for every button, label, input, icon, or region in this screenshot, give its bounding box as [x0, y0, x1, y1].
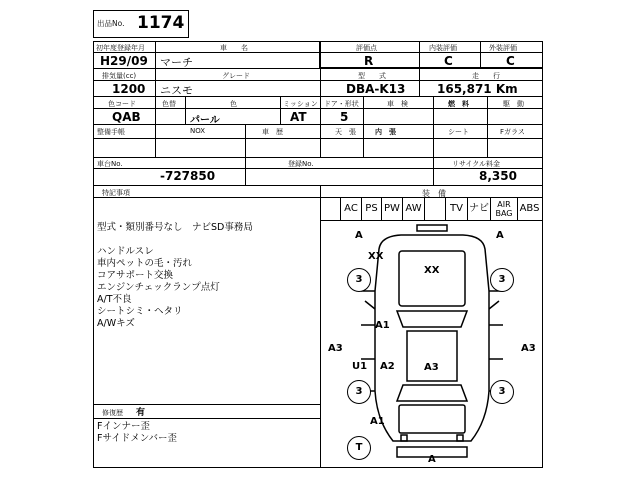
lot-number: 1174 [137, 13, 185, 33]
door-value: 5 [340, 110, 349, 124]
seat-label: シート [448, 128, 469, 136]
mileage-label: 走 行 [472, 72, 500, 80]
notes-title: 特記事項 [102, 189, 130, 197]
displacement-value: 1200 [112, 82, 146, 96]
damage-mark: A3 [424, 362, 439, 373]
drive-label: 駆 動 [503, 100, 524, 108]
grade-value: ニスモ [160, 84, 193, 97]
damage-mark: A [428, 454, 436, 465]
reg-year-value: H29/09 [100, 54, 148, 68]
damage-mark: XX [424, 265, 440, 276]
damage-mark: 3 [490, 268, 514, 292]
reg-year-label: 初年度登録年月 [96, 44, 145, 52]
note-line: コアサポート交換 [97, 270, 174, 281]
interior-score-value: C [444, 54, 453, 68]
equipment-title: 装 備 [422, 189, 446, 198]
note-line: エンジンチェックランプ点灯 [97, 282, 220, 293]
model-type-label: 型 式 [358, 72, 386, 80]
damage-mark: XX [368, 251, 384, 262]
damage-mark: 3 [347, 380, 371, 404]
color-change-label: 色替 [162, 100, 176, 108]
damage-mark: 3 [490, 380, 514, 404]
note-line: 型式・類別番号なし ナビSD事務局 [97, 222, 253, 233]
equipment-item: PW [381, 198, 402, 220]
roof-label: 天 張 [335, 128, 356, 136]
score-value: R [364, 54, 374, 68]
score-label: 評価点 [356, 44, 377, 52]
equipment-item [424, 198, 445, 220]
model-type-value: DBA-K13 [346, 82, 406, 96]
note-line: シートシミ・ヘタリ [97, 306, 183, 317]
nox-label: NOX [190, 127, 206, 135]
equipment-item: PS [361, 198, 381, 220]
color-label: 色 [230, 100, 237, 108]
equipment-item: ナビ [467, 198, 490, 220]
repair-history-label: 修復歴 [102, 409, 123, 417]
registration-label: 登録No. [288, 160, 314, 168]
interior-trim-label: 内 張 [375, 128, 396, 136]
exterior-score-label: 外装評価 [489, 44, 517, 52]
damage-mark: A [355, 230, 363, 241]
door-label: ドア・形状 [324, 100, 359, 108]
equipment-item: ABS [517, 198, 541, 220]
damage-mark: 3 [347, 268, 371, 292]
note-line: A/Wキズ [97, 318, 135, 329]
chassis-label: 車台No. [97, 160, 123, 168]
lot-label: 出品No. [97, 19, 125, 28]
history-label: 車 歴 [262, 128, 283, 136]
recycle-value: 8,350 [479, 169, 517, 183]
note-line: A/T不良 [97, 294, 132, 305]
color-value: パール [190, 115, 220, 126]
car-name-value: マーチ [160, 56, 193, 69]
exterior-score-value: C [506, 54, 515, 68]
repair-history-value: 有 [136, 408, 146, 418]
equipment-item: AC [340, 198, 361, 220]
equipment-item: AIR BAG [490, 198, 517, 220]
damage-mark: A3 [328, 343, 343, 354]
damage-mark: U1 [352, 361, 368, 372]
mileage-value: 165,871 Km [437, 82, 518, 96]
car-name-label: 車 名 [220, 44, 248, 52]
chassis-value: -727850 [160, 169, 216, 183]
damage-mark: A1 [370, 416, 385, 427]
fuel-label: 燃 料 [448, 100, 469, 108]
repair-line: Fインナー歪 [97, 421, 150, 432]
damage-mark: T [347, 436, 371, 460]
mission-value: AT [290, 110, 307, 124]
repair-line: Fサイドメンバー歪 [97, 433, 178, 444]
color-code-value: QAB [112, 110, 141, 124]
damage-mark: A1 [375, 320, 390, 331]
color-code-label: 色コード [108, 100, 136, 108]
inspection-label: 車 検 [387, 100, 408, 108]
note-line: ハンドルスレ [97, 246, 154, 257]
car-diagram [321, 221, 542, 467]
equipment-item: AW [402, 198, 424, 220]
displacement-label: 排気量(cc) [102, 72, 137, 80]
recycle-label: リサイクル料金 [452, 160, 501, 168]
glass-label: Fガラス [500, 128, 525, 136]
grade-label: グレード [222, 72, 250, 80]
interior-score-label: 内装評価 [429, 44, 457, 52]
equipment-item: TV [445, 198, 467, 220]
damage-mark: A [496, 230, 504, 241]
note-line: 車内ペットの毛・汚れ [97, 258, 193, 269]
damage-mark: A2 [380, 361, 395, 372]
mission-label: ミッション [283, 100, 318, 108]
damage-mark: A3 [521, 343, 536, 354]
manual-label: 整備手帳 [97, 128, 125, 136]
